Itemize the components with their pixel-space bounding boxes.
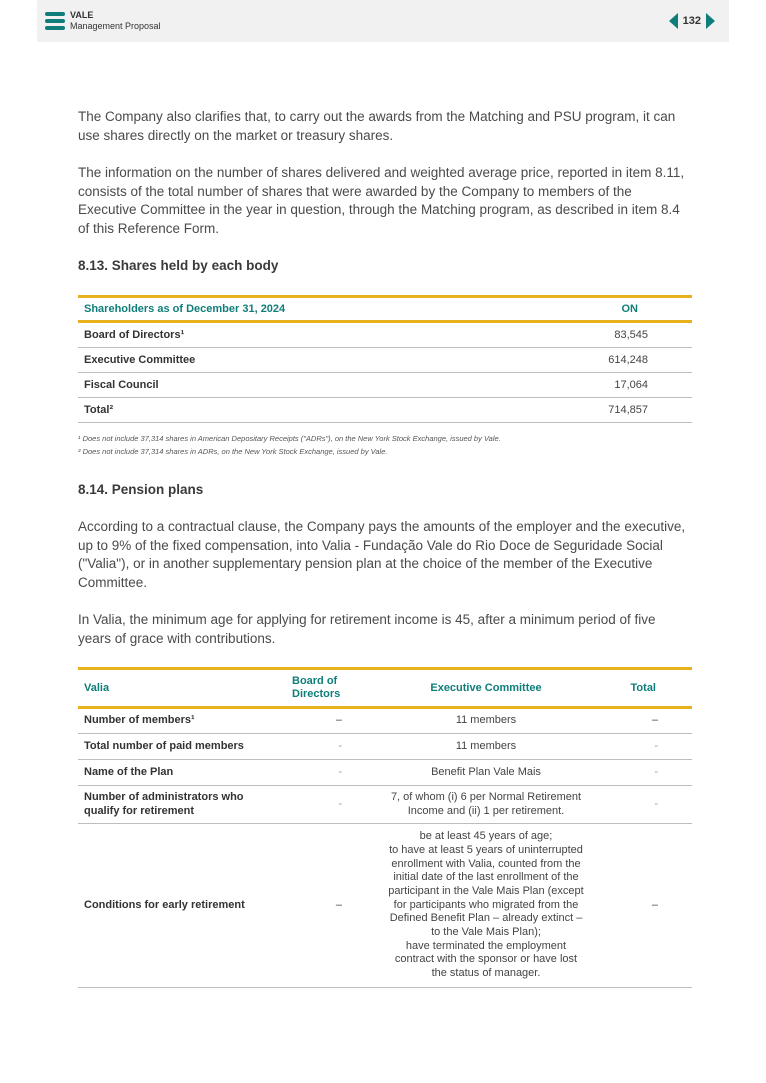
row-board: - <box>282 786 372 824</box>
pension-paragraph-1: According to a contractual clause, the Company pays the amounts of the employer and the executive, up to 9% of the fixed compensation, into Valia - Fundação Vale do Rio Doce de Seguridade Social ("Valia"), or in another supplementary pension plan at the choice of the member of the Executive Committee. <box>78 519 686 590</box>
row-label: Board of Directors¹ <box>78 322 510 348</box>
row-total: – <box>600 708 692 734</box>
row-total: - <box>600 786 692 824</box>
row-exec: Benefit Plan Vale Mais <box>372 760 600 786</box>
shares-table-header <box>78 297 692 322</box>
section-8-13-heading: 8.13. Shares held by each body <box>78 258 279 273</box>
pension-table <box>78 667 692 988</box>
pension-col-valia: Valia <box>78 669 282 708</box>
row-exec: 7, of whom (i) 6 per Normal Retirement Income and (ii) 1 per retirement. <box>372 786 600 824</box>
footnote-2: ² Does not include 37,314 shares in ADRs, on the New York Stock Exchange, issued by Vale. <box>78 447 388 456</box>
table-row <box>78 708 692 734</box>
footnote-1: ¹ Does not include 37,314 shares in American Depositary Receipts ("ADRs"), on the New York Stock Exchange, issued by Vale. <box>78 434 501 443</box>
brand-subtitle: Management Proposal <box>70 21 161 31</box>
pension-paragraph-2: In Valia, the minimum age for applying for retirement income is 45, after a minimum period of five years of grace with contributions. <box>78 612 656 646</box>
intro-paragraph-2: The information on the number of shares delivered and weighted average price, reported in item 8.11, consists of the total number of shares that were awarded by the Company to members of the Executive Committee in the year in question, through the Matching program, as described in item 8.4 of this Reference Form. <box>78 165 685 236</box>
row-total: – <box>600 824 692 988</box>
section-8-14-heading: 8.14. Pension plans <box>78 482 204 497</box>
shares-table <box>78 295 692 423</box>
page-number: 132 <box>682 15 701 27</box>
row-label: Total² <box>78 398 510 423</box>
table-row <box>78 734 692 760</box>
table-row <box>78 398 692 423</box>
table-row <box>78 373 692 398</box>
row-value: 83,545 <box>510 322 692 348</box>
pager <box>669 13 715 29</box>
row-value: 614,248 <box>510 348 692 373</box>
page-header <box>37 0 729 42</box>
row-label: Executive Committee <box>78 348 510 373</box>
row-label: Name of the Plan <box>78 760 282 786</box>
shares-col-holder: Shareholders as of December 31, 2024 <box>78 297 510 322</box>
table-row <box>78 348 692 373</box>
row-board: - <box>282 734 372 760</box>
row-label: Number of members¹ <box>78 708 282 734</box>
table-row <box>78 824 692 988</box>
pension-col-total: Total <box>600 669 692 708</box>
previous-page-icon[interactable] <box>669 13 678 29</box>
row-label: Total number of paid members <box>78 734 282 760</box>
vale-logo-icon <box>45 12 65 30</box>
table-row <box>78 786 692 824</box>
row-total: - <box>600 734 692 760</box>
pension-col-board: Board of Directors <box>282 669 372 708</box>
row-exec: 11 members <box>372 708 600 734</box>
row-exec: 11 members <box>372 734 600 760</box>
row-value: 714,857 <box>510 398 692 423</box>
row-board: - <box>282 760 372 786</box>
shares-col-on: ON <box>510 297 692 322</box>
row-exec: be at least 45 years of age; to have at least 5 years of uninterrupted enrollment with Valia, counted from the initial date of the last enrollment of the participant in the Vale Mais Plan (except for participants who migrated from the Defined Benefit Plan – already extinct – to the Vale Mais Plan); have terminated the employment contract with the sponsor or have lost the status of manager. <box>372 824 600 988</box>
pension-col-exec: Executive Committee <box>372 669 600 708</box>
row-board: – <box>282 708 372 734</box>
row-label: Number of administrators who qualify for retirement <box>78 786 282 824</box>
next-page-icon[interactable] <box>706 13 715 29</box>
intro-paragraph-1: The Company also clarifies that, to carry out the awards from the Matching and PSU program, it can use shares directly on the market or treasury shares. <box>78 109 676 143</box>
brand-block <box>70 10 161 32</box>
row-value: 17,064 <box>510 373 692 398</box>
row-total: - <box>600 760 692 786</box>
brand-name: VALE <box>70 10 94 20</box>
row-label: Fiscal Council <box>78 373 510 398</box>
row-board: – <box>282 824 372 988</box>
table-row <box>78 322 692 348</box>
pension-table-header <box>78 669 692 708</box>
row-label: Conditions for early retirement <box>78 824 282 988</box>
table-row <box>78 760 692 786</box>
